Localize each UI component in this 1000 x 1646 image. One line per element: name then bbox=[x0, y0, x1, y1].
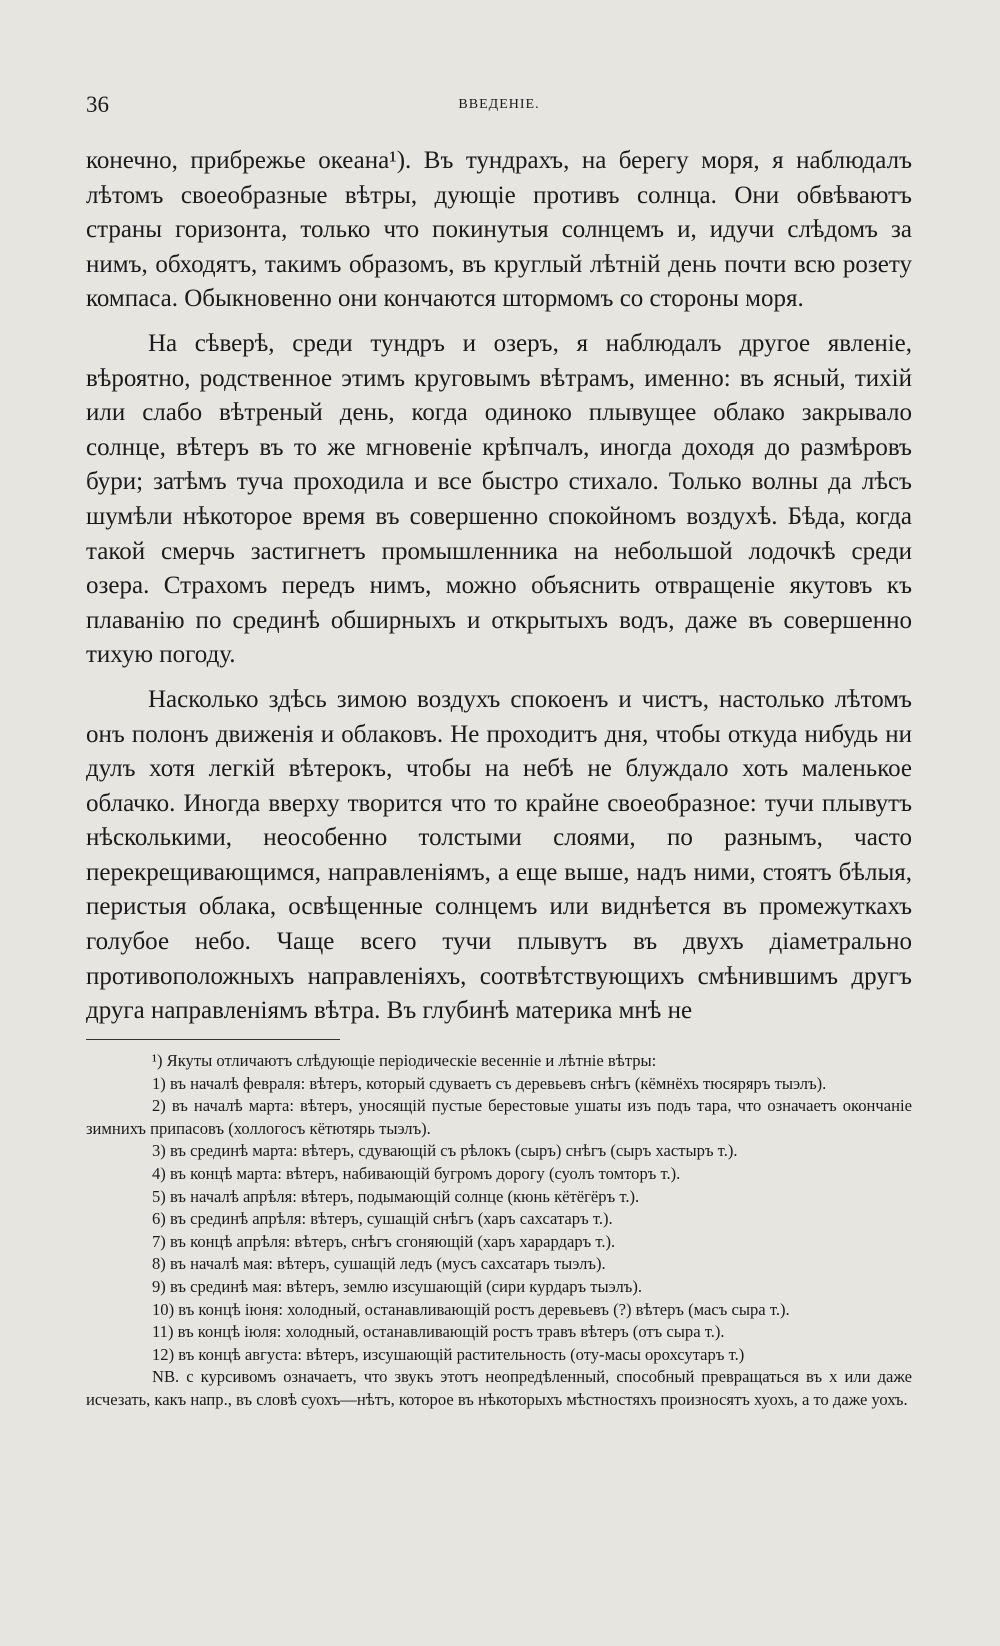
running-title: ВВЕДЕНІЕ. bbox=[458, 97, 540, 112]
footnote-item: 9) въ срединѣ мая: вѣтеръ, землю изсушающій (сири курдаръ тыэлъ). bbox=[152, 1276, 643, 1296]
footnote-item: 5) въ началѣ апрѣля: вѣтеръ, подымающій солнце (кюнь кётёгёръ т.). bbox=[152, 1186, 640, 1206]
paragraph-3: Насколько здѣсь зимою воздухъ спокоенъ и чистъ, настолько лѣтомъ онъ полонъ движенія и облаковъ. Не проходитъ дня, чтобы откуда нибудь ни дулъ хотя легкій вѣтерокъ, чтобы на небѣ не блуждало хоть маленькое облачко. Иногда вверху творится что то крайне своеобразное: тучи плывутъ нѣсколькими, неособенно толстыми слоями, по разнымъ, часто перекрещивающимся, направленіямъ, а еще выше, надъ ними, стоятъ бѣлыя, перистыя облака, освѣщенные солнцемъ или виднѣется въ промежуткахъ голубое небо. Чаще всего тучи плывутъ въ двухъ діаметрально противоположныхъ направленіяхъ, соотвѣтствующихъ смѣнившимъ другъ друга направленіямъ вѣтра. Въ глубинѣ материка мнѣ не bbox=[86, 685, 912, 1025]
footnote-intro: ¹) Якуты отличаютъ слѣдующіе періодическіе весенніе и лѣтніе вѣтры: bbox=[152, 1051, 657, 1070]
footnote-item: 2) въ началѣ марта: вѣтеръ, уносящій пустые берестовые ушаты изъ подъ тара, что означаетъ окончаніе зимнихъ припасовъ (холлогосъ кётютярь тыэлъ). bbox=[86, 1096, 912, 1138]
footnote-item: 10) въ концѣ іюня: холодный, останавливающій ростъ деревьевъ (?) вѣтеръ (масъ сыра т.). bbox=[152, 1299, 790, 1319]
paragraph-1: конечно, прибрежье океана¹). Въ тундрахъ, на берегу моря, я наблюдалъ лѣтомъ своеобразные вѣтры, дующіе противъ солнца. Они обвѣваютъ страны горизонта, только что покинутыя солнцемъ и, идучи слѣдомъ за нимъ, обходятъ, такимъ образомъ, въ круглый лѣтній день почти всю розету компаса. Обыкновенно они кончаются штормомъ со стороны моря. bbox=[86, 147, 912, 313]
footnote-item: 6) въ срединѣ апрѣля: вѣтеръ, сушащій снѣгъ (харъ сахсатаръ т.). bbox=[152, 1209, 613, 1229]
main-text bbox=[86, 144, 912, 1029]
footnote-note: NB. с курсивомъ означаетъ, что звукъ этотъ неопредѣленный, способный превращаться въ х или даже исчезать, какъ напр., въ словѣ суохъ—нѣтъ, которое въ нѣкоторыхъ мѣстностяхъ произносятъ хуохъ, а то даже уохъ. bbox=[86, 1367, 912, 1409]
paragraph-2: На сѣверѣ, среди тундръ и озеръ, я наблюдалъ другое явленіе, вѣроятно, родственное этимъ круговымъ вѣтрамъ, именно: въ ясный, тихій или слабо вѣтреный день, когда одиноко плывущее облако закрывало солнце, вѣтеръ въ то же мгновеніе крѣпчалъ, иногда доходя до размѣровъ бури; затѣмъ туча проходила и все быстро стихало. Только волны да лѣсъ шумѣли нѣкоторое время въ совершенно спокойномъ воздухѣ. Бѣда, когда такой смерчь застигнетъ промышленника на небольшой лодочкѣ среди озера. Страхомъ передъ нимъ, можно объяснить отвращеніе якутовъ къ плаванію по срединѣ обширныхъ и открытыхъ водъ, даже въ совершенно тихую погоду. bbox=[86, 329, 912, 669]
footnote-item: 7) въ концѣ апрѣля: вѣтеръ, снѣгъ сгоняющій (харъ харардаръ т.). bbox=[152, 1231, 616, 1251]
footnote-item: 11) въ концѣ іюля: холодный, останавливающій ростъ травъ вѣтеръ (отъ сыра т.). bbox=[152, 1322, 725, 1342]
footnote-item: 8) въ началѣ мая: вѣтеръ, сушащій ледъ (мусъ сахсатаръ тыэлъ). bbox=[152, 1254, 606, 1274]
page-number: 36 bbox=[86, 92, 109, 117]
footnote-divider bbox=[86, 1039, 340, 1040]
footnote-item: 3) въ срединѣ марта: вѣтеръ, сдувающій съ рѣлокъ (сыръ) снѣгъ (сыръ хастыръ т.). bbox=[152, 1141, 738, 1161]
footnote-item: 4) въ концѣ марта: вѣтеръ, набивающій бугромъ дорогу (суолъ томторъ т.). bbox=[152, 1163, 681, 1183]
footnote-item: 1) въ началѣ февраля: вѣтеръ, который сдуваетъ съ деревьевъ снѣгъ (кёмнёхъ тюсяряръ тыэлъ). bbox=[152, 1073, 827, 1093]
page-header bbox=[86, 92, 912, 122]
footnote-item: 12) въ концѣ августа: вѣтеръ, изсушающій растительность (оту-масы орохсутаръ т.) bbox=[152, 1344, 745, 1364]
footnotes bbox=[86, 1050, 912, 1412]
